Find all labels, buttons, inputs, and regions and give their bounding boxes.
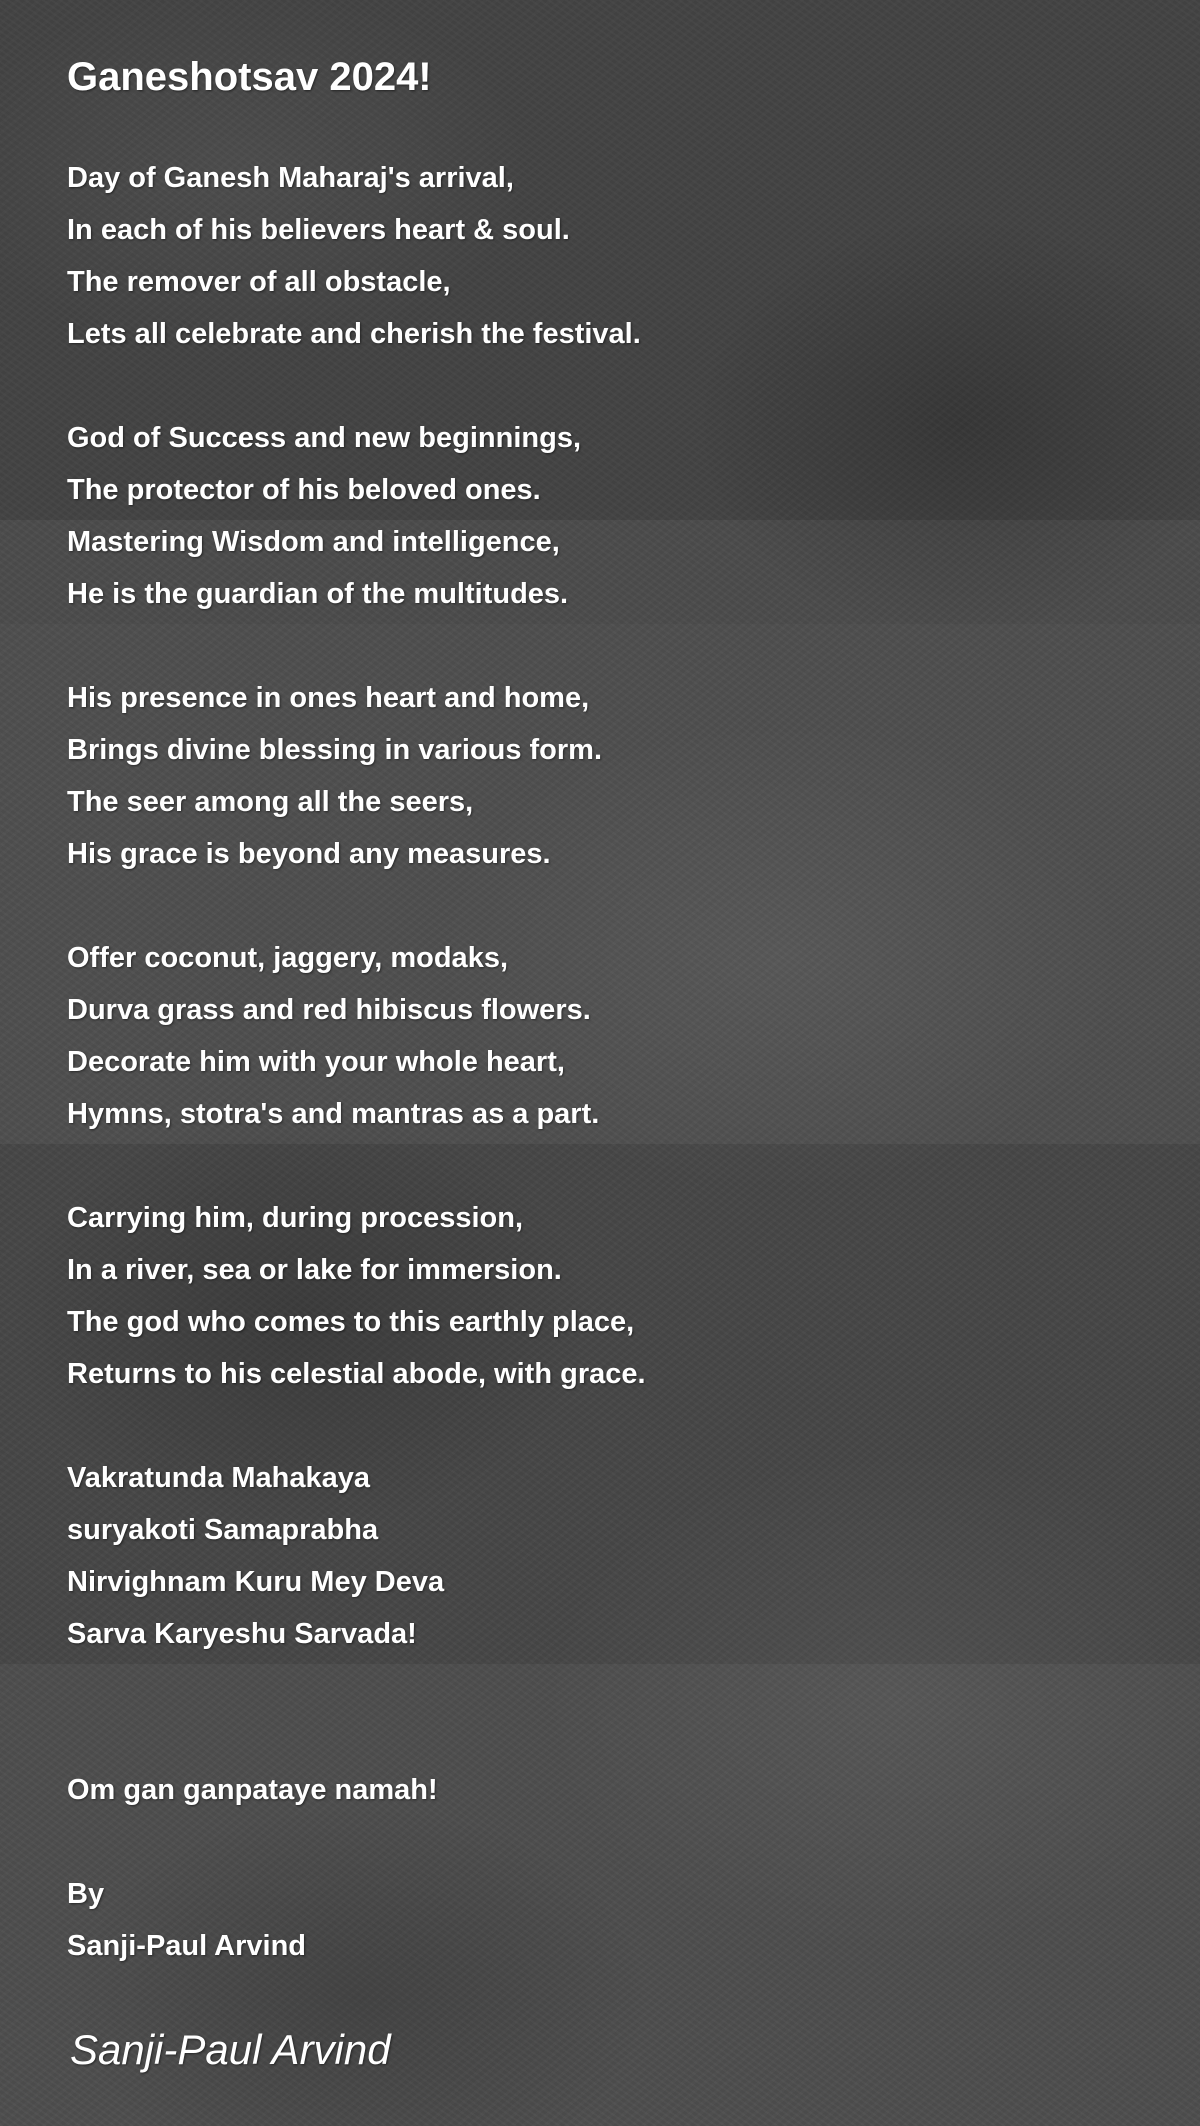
poem-line: The protector of his beloved ones. [67,474,541,506]
poem-line: Returns to his celestial abode, with grace. [67,1358,646,1390]
stanza-break [67,1660,1147,1712]
stanza-break [67,620,1147,672]
stanza-break [67,880,1147,932]
poem-line: By [67,1878,105,1910]
poem-line: Brings divine blessing in various form. [67,734,602,766]
author-signature: Sanji-Paul Arvind [70,2026,391,2073]
poem-container [67,52,1147,1972]
poem-line: Offer coconut, jaggery, modaks, [67,942,509,974]
stanza-break [67,1816,1147,1868]
poem-line: Decorate him with your whole heart, [67,1046,565,1078]
poem-title: Ganeshotsav 2024! [67,55,432,99]
poem-line: Durva grass and red hibiscus flowers. [67,994,591,1026]
stanza-break [67,1140,1147,1192]
poem-line: Day of Ganesh Maharaj's arrival, [67,162,514,194]
poem-line: suryakoti Samaprabha [67,1514,379,1546]
poem-line: Vakratunda Mahakaya [67,1462,371,1494]
poem-line: God of Success and new beginnings, [67,422,582,454]
poem-line: Lets all celebrate and cherish the festival. [67,318,641,350]
poem-line: The seer among all the seers, [67,786,474,818]
stanza-break [67,1400,1147,1452]
poem-line: Carrying him, during procession, [67,1202,524,1234]
poem-line: In a river, sea or lake for immersion. [67,1254,562,1286]
stanza-break [67,1712,1147,1764]
poem-line: Sarva Karyeshu Sarvada! [67,1618,417,1650]
poem-line: His presence in ones heart and home, [67,682,590,714]
poem-line: Om gan ganpataye namah! [67,1774,438,1806]
poem-line: Hymns, stotra's and mantras as a part. [67,1098,600,1130]
poem-line: Sanji-Paul Arvind [67,1930,307,1962]
poem-line: Nirvighnam Kuru Mey Deva [67,1566,445,1598]
poem-line: The god who comes to this earthly place, [67,1306,635,1338]
poem-line: His grace is beyond any measures. [67,838,551,870]
poem-body [67,152,1147,1972]
poem-line: He is the guardian of the multitudes. [67,578,569,610]
stanza-break [67,360,1147,412]
poem-line: Mastering Wisdom and intelligence, [67,526,560,558]
poem-line: The remover of all obstacle, [67,266,451,298]
poem-line: In each of his believers heart & soul. [67,214,570,246]
